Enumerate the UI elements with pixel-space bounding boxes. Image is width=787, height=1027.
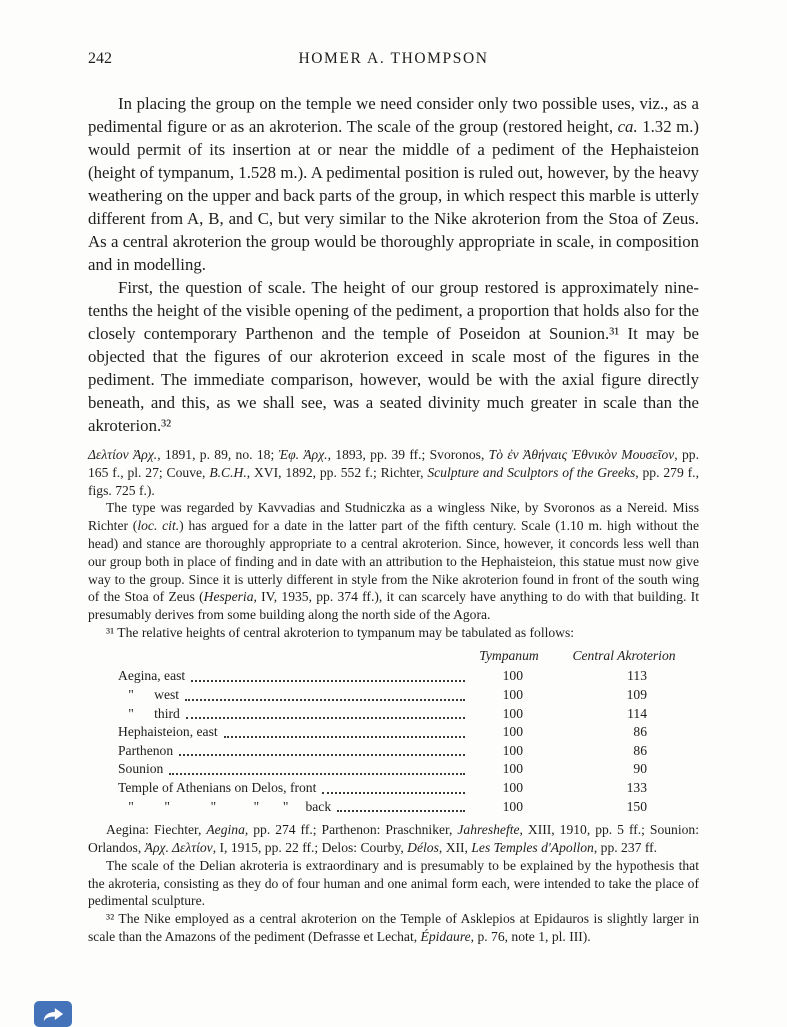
row-label: Temple of Athenians on Delos, front (118, 779, 317, 795)
dot-leader (185, 698, 465, 701)
footnote-references: Aegina: Fiechter, Aegina, pp. 274 ff.; Parthenon: Praschniker, Jahreshefte, XIII, 1910, pp. 5 ff.; Sounion: Orlandos, Ἀρχ. Δελτίον, I, 1915, pp. 22 ff.; Delos: Courby, Délos, XII, Les Temples d'Apollon, pp. 237 ff. (88, 822, 699, 855)
footnote-delian: The scale of the Delian akroteria is extraordinary and is presumably to be explained by the hypothesis that the akroteria, consisting as they do of four human and one animal form each, were intended to take the place of pedimental sculpture. (88, 857, 699, 909)
tympanum-value: 100 (502, 686, 523, 702)
table-row (118, 667, 699, 686)
row-label: Aegina, east (118, 668, 186, 684)
column-header-tympanum: Tympanum (479, 647, 539, 663)
share-arrow-icon (42, 1007, 64, 1022)
akroterion-value: 133 (626, 779, 647, 795)
body-paragraph-placement: In placing the group on the temple we need consider only two possible uses, viz., as a pedimental figure or as an akroterion. The scale of the group (restored height, ca. 1.32 m.) would permit of its insertion at or near the middle of a pediment of the Hephaisteion (height of tympanum, 1.528 m.). A pedimental position is ruled out, however, by the heavy weathering on the upper and back parts of the group, in which respect this marble is utterly different from A, B, and C, but very similar to the Nike akroterion from the Stoa of Zeus. As a central akroterion the group would be thoroughly appropriate in scale, in composition and in modelling. (88, 94, 699, 274)
table-row (118, 760, 699, 779)
footnote-section (88, 446, 699, 946)
tympanum-value: 100 (502, 705, 523, 721)
footnote-continuation: Δελτίον Ἀρχ., 1891, p. 89, no. 18; Ἐφ. Ἀρχ., 1893, pp. 39 ff.; Svoronos, Τὸ ἐν Ἀθήναις Ἐθνικὸν Μουσεῖον, pp. 165 f., pl. 27; Couve, B.C.H., XVI, 1892, pp. 552 f.; Richter, Sculpture and Sculptors of the Greeks, pp. 279 f., figs. 725 f.). (88, 447, 699, 498)
akroterion-value: 86 (633, 742, 647, 758)
dot-leader (191, 679, 465, 682)
page-number: 242 (88, 50, 112, 67)
tympanum-value: 100 (502, 742, 523, 758)
row-label: " third (118, 705, 180, 721)
running-head-author: HOMER A. THOMPSON (298, 50, 489, 67)
table-row (118, 779, 699, 798)
akroterion-value: 86 (633, 724, 647, 740)
row-label: " west (118, 686, 180, 702)
dot-leader (179, 753, 465, 756)
footnote-32: ³² The Nike employed as a central akroterion on the Temple of Asklepios at Epidauros is slightly larger in scale than the Amazons of the pediment (Defrasse et Lechat, Épidaure, p. 76, note 1, pl. III). (88, 911, 699, 944)
row-label: " " " " " back (118, 798, 332, 814)
dot-leader (337, 809, 465, 812)
akroterion-value: 90 (633, 761, 647, 777)
table-row (118, 798, 699, 817)
body-paragraph-scale: First, the question of scale. The height of our group restored is approximately nine-tenths the height of the visible opening of the pediment, a proportion that holds also for the closely contemporary Parthenon and the temple of Poseidon at Sounion.³¹ It may be objected that the figures of our akroterion exceed in scale most of the figures in the pediment. The immediate comparison, however, would be with the axial figure directly beneath, and this, as we shall see, was a seated divinity much greater in scale than the akroterion.³² (88, 278, 699, 435)
akroterion-value: 113 (627, 668, 647, 684)
dot-leader (322, 791, 465, 794)
akroterion-value: 150 (626, 798, 647, 814)
tympanum-value: 100 (502, 668, 523, 684)
tympanum-value: 100 (502, 761, 523, 777)
table-row (118, 742, 699, 761)
dot-leader (186, 716, 465, 719)
row-label: Parthenon (118, 742, 174, 758)
akroterion-value: 114 (627, 705, 647, 721)
akroterion-value: 109 (626, 686, 647, 702)
dot-leader (169, 772, 465, 775)
footnote-31: ³¹ The relative heights of central akroterion to tympanum may be tabulated as follows: (106, 624, 575, 640)
footnote-type-note: The type was regarded by Kavvadias and Studniczka as a wingless Nike, by Svoronos as a Nereid. Miss Richter (loc. cit.) has argued for a date in the latter part of the fifth century. Scale (1.10 m. high without the head) and stance are thoroughly appropriate to a central akroterion. Since, however, it concords less well than our group both in place of finding and in date with an attribution to the Hephaisteion, this statue must now give way to the group. Since it is utterly different in style from the Nike akroterion found in front of the south wing of the Stoa of Zeus (Hesperia, IV, 1935, pp. 374 ff.), it can scarcely have anything to do with that building. It presumably derives from some building along the north side of the Agora. (88, 500, 700, 623)
row-label: Sounion (118, 761, 164, 777)
table-header-row (118, 647, 699, 666)
tympanum-value: 100 (502, 724, 523, 740)
tympanum-value: 100 (502, 798, 523, 814)
column-header-central-akroterion: Central Akroterion (572, 647, 676, 663)
row-label: Hephaisteion, east (118, 724, 218, 740)
table-row (118, 723, 699, 742)
tympanum-value: 100 (502, 779, 523, 795)
akroterion-tympanum-table (118, 647, 699, 816)
feedback-widget-button[interactable] (34, 1001, 72, 1027)
dot-leader (224, 735, 465, 738)
page-header (88, 50, 699, 72)
table-row (118, 705, 699, 724)
table-row (118, 686, 699, 705)
